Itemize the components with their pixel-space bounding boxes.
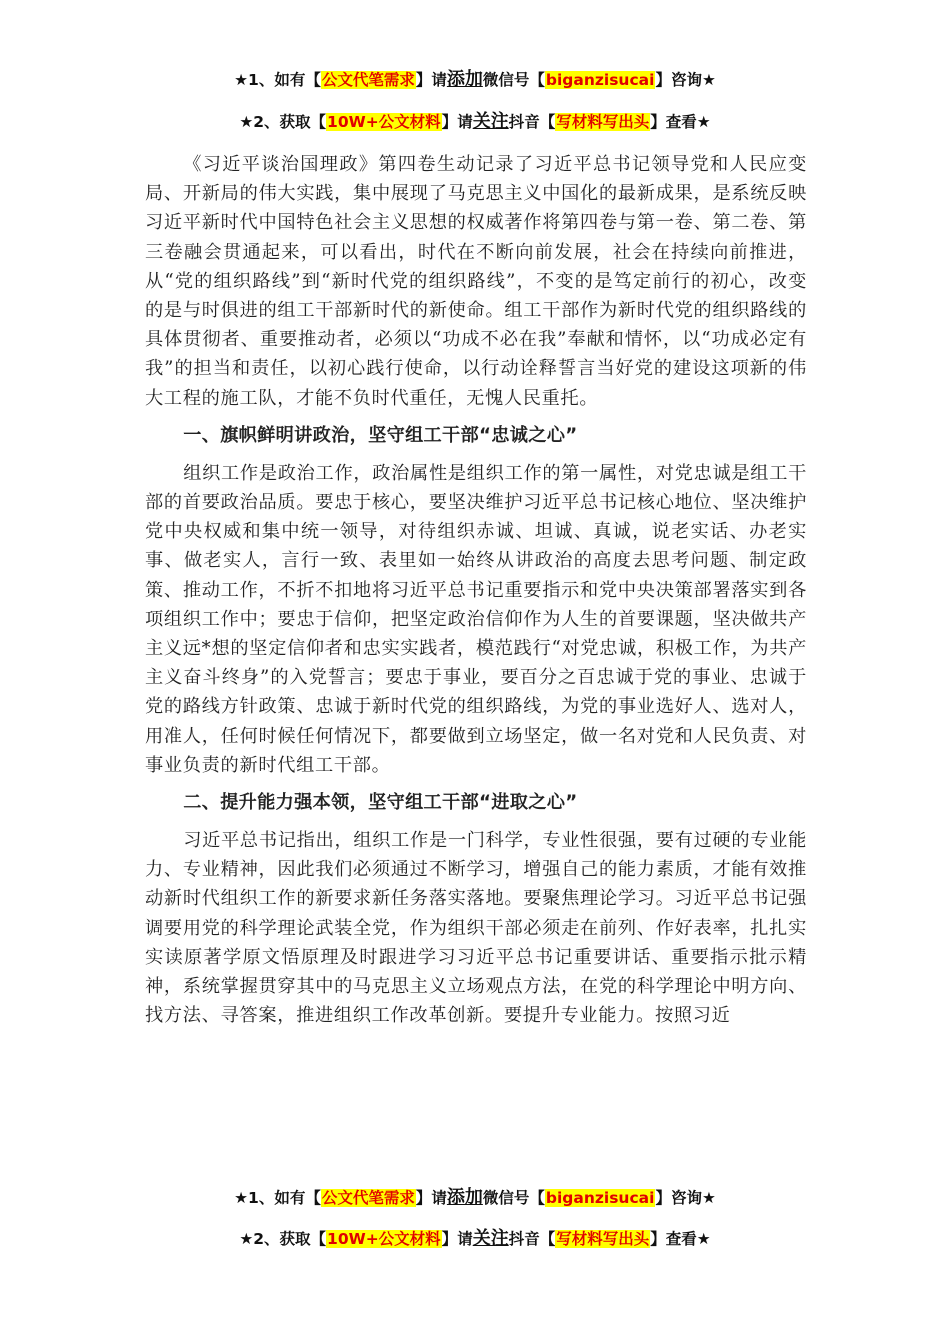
section-1-paragraph: 组织工作是政治工作，政治属性是组织工作的第一属性，对党忠诚是组工干部的首要政治品质。要忠于核心，要坚决维护习近平总书记核心地位、坚决维护党中央权威和集中统一领导，对待组织赤诚、坦诚、真诚，说老实话、办老实事、做老实人，言行一致、表里如一始终从讲政治的高度去思考问题、制定政策、推动工作，不折不扣地将习近平总书记重要指示和党中央决策部署落实到各项组织工作中；要忠于信仰，把坚定政治信仰作为人生的首要课题，坚决做共产主义远*想的坚定信仰者和忠实实践者，模范践行“对党忠诚，积极工作，为共产主义奋斗终身”的入党誓言；要忠于事业，要百分之百忠诚于党的事业、忠诚于党的路线方针政策、忠诚于新时代党的组织路线，为党的事业选好人、选对人，用准人，任何时候任何情况下，都要做到立场坚定，做一名对党和人民负责、对事业负责的新时代组工干部。	[145, 462, 807, 776]
bottom-banner-line-2: ★2、获取【10W+公文材料】请关注抖音【写材料写出头】查看★	[239, 1228, 711, 1249]
section-heading-1: 一、旗帜鲜明讲政治，坚守组工干部“忠诚之心”	[183, 424, 578, 446]
highlight-materials: 10W+公文材料	[327, 113, 441, 131]
highlight-ghostwriting: 公文代笔需求	[321, 71, 415, 89]
top-banner-line-2: ★2、获取【10W+公文材料】请关注抖音【写材料写出头】查看★	[239, 111, 711, 132]
section-heading-2: 二、提升能力强本领，坚守组工干部“进取之心”	[183, 792, 578, 814]
bottom-banner-line-1: ★1、如有【公文代笔需求】请添加微信号【biganzisucai】咨询★	[234, 1187, 716, 1208]
section-2-paragraph: 习近平总书记指出，组织工作是一门科学，专业性很强，要有过硬的专业能力、专业精神，因此我们必须通过不断学习，增强自己的能力素质，才能有效推动新时代组织工作的新要求新任务落实落地。要聚焦理论学习。习近平总书记强调要用党的科学理论武装全党，作为组织干部必须走在前列、作好表率，扎扎实实读原著学原文悟原理及时跟进学习习近平总书记重要讲话、重要指示批示精神，系统掌握贯穿其中的马克思主义立场观点方法，在党的科学理论中明方向、找方法、寻答案，推进组织工作改革创新。要提升专业能力。按照习近	[145, 830, 807, 1027]
highlight-douyin: 写材料写出头	[556, 113, 650, 131]
article-body	[145, 150, 807, 1030]
intro-paragraph: 《习近平谈治国理政》第四卷生动记录了习近平总书记领导党和人民应变局、开新局的伟大实践，集中展现了马克思主义中国化的最新成果，是系统反映习近平新时代中国特色社会主义思想的权威著作将第四卷与第一卷、第二卷、第三卷融会贯通起来，可以看出，时代在不断向前发展，社会在持续向前推进，从“党的组织路线”到“新时代党的组织路线”，不变的是笃定前行的初心，改变的是与时俱进的组工干部新时代的新使命。组工干部作为新时代党的组织路线的具体贯彻者、重要推动者，必须以“功成不必在我”奉献和情怀，以“功成必定有我”的担当和责任，以初心践行使命，以行动诠释誓言当好党的建设这项新的伟大工程的施工队，才能不负时代重任，无愧人民重托。	[145, 154, 807, 409]
top-banner-line-1: ★1、如有【公文代笔需求】请添加微信号【biganzisucai】咨询★	[234, 69, 716, 90]
highlight-wechat-id: biganzisucai	[545, 71, 655, 89]
